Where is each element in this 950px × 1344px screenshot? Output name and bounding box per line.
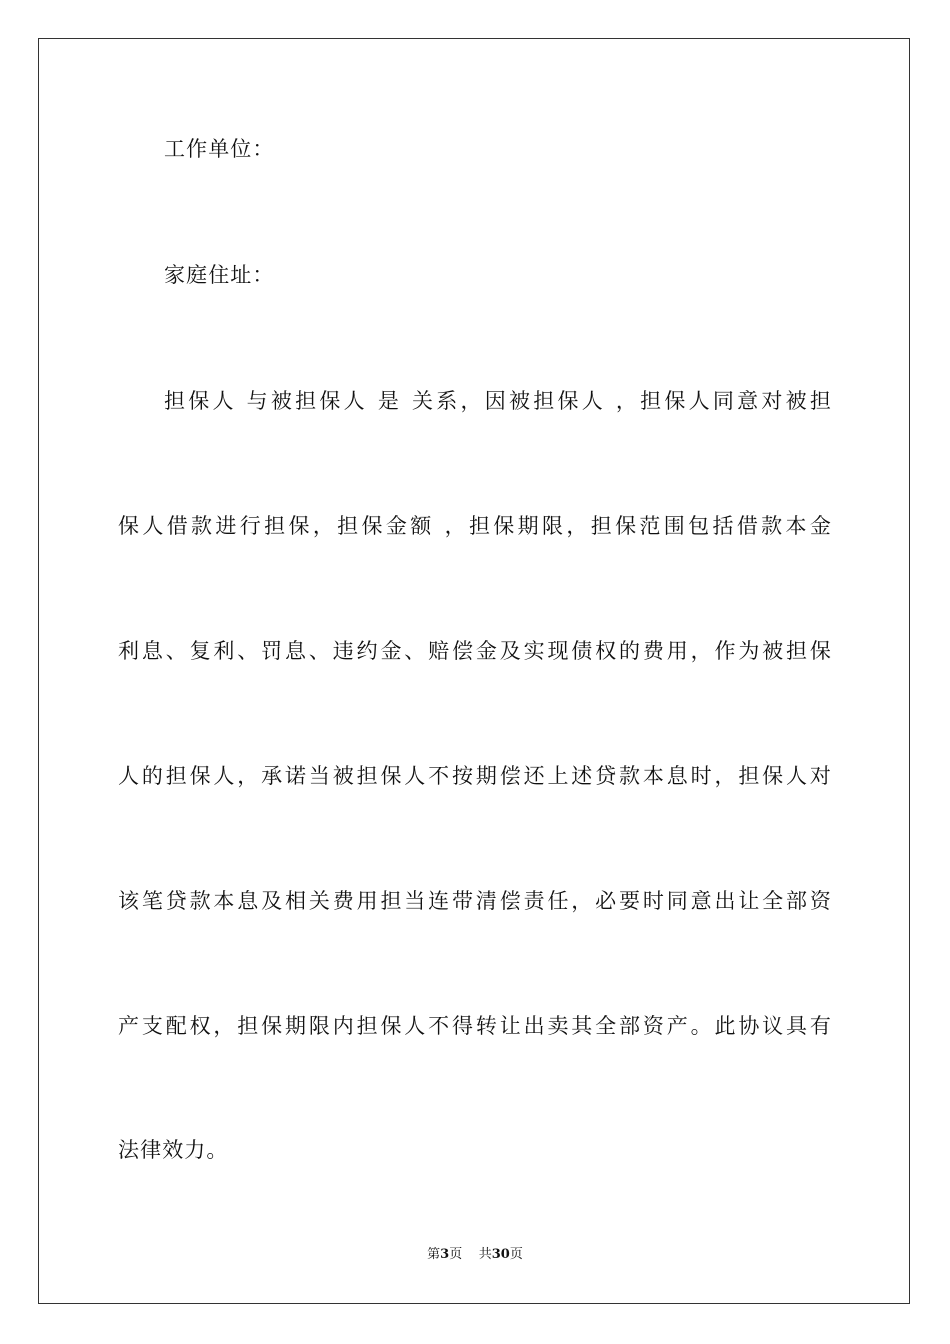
page-footer [0,1247,950,1263]
footer-page-suffix: 页 [449,1247,463,1262]
footer-total-prefix: 共 [478,1247,492,1262]
page-border [38,38,910,1304]
paragraph-line: 产支配权，担保期限内担保人不得转让出卖其全部资产。此协议具有 [118,1014,832,1038]
work-unit-label: 工作单位： [164,137,275,161]
paragraph-line: 人的担保人，承诺当被担保人不按期偿还上述贷款本息时，担保人对 [118,764,832,788]
footer-total-suffix: 页 [509,1247,523,1262]
home-address-label: 家庭住址： [164,263,275,287]
footer-page-prefix: 第 [427,1247,441,1262]
footer-total-pages: 30 [491,1247,510,1262]
paragraph-line: 保人借款进行担保，担保金额 ，担保期限，担保范围包括借款本金 [118,514,832,538]
paragraph-line: 担保人 与被担保人 是 关系，因被担保人 ，担保人同意对被担 [164,389,832,413]
paragraph-last-line: 法律效力。 [118,1138,229,1162]
paragraph-line: 该笔贷款本息及相关费用担当连带清偿责任，必要时同意出让全部资 [118,889,832,913]
footer-page-number: 3 [440,1247,450,1262]
paragraph-line: 利息、复利、罚息、违约金、赔偿金及实现债权的费用，作为被担保 [118,639,832,663]
